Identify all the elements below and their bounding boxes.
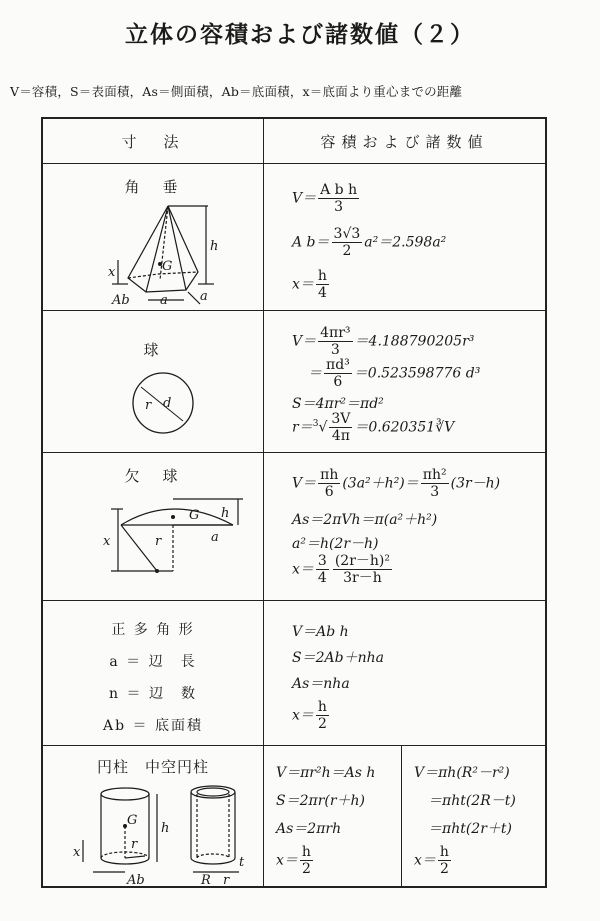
cylinder-label-r: r — [131, 837, 138, 852]
cylinder-label-g: G — [127, 813, 138, 828]
hollow-formula-volume: V＝πh(R²－r²) — [414, 765, 510, 781]
pyramid-label-x: x — [108, 265, 116, 280]
segment-label-r: r — [155, 534, 162, 549]
pyramid-formulas — [264, 164, 547, 311]
sphere-dimension-cell — [42, 311, 264, 453]
hollow-label-t: t — [239, 855, 245, 870]
sphere-formula-volume-d: ＝ $\frac{\text{πd³}}{6}$ ＝0.523598776 d³ — [308, 357, 481, 391]
segment-label-g: G — [189, 508, 200, 523]
polygon-line-2: a ＝ 辺 長 — [109, 654, 197, 670]
pyramid-label-g: G — [162, 259, 173, 274]
pyramid-figure — [88, 200, 248, 310]
segment-formula-centroid: x＝ $\frac{3}{4}$ $\frac{\text{(2r－h)²}}{3r-h}$ — [292, 553, 390, 587]
table-header-row — [42, 118, 546, 164]
pyramid-formula-base: A b＝ $\frac{3√3}{2}$ a²＝2.598a² — [292, 226, 447, 260]
table-row — [42, 311, 546, 453]
polygon-formula-centroid: x＝ $\frac{h}{2}$ — [292, 699, 327, 733]
polygon-dimension-cell — [42, 601, 264, 746]
table-row — [42, 601, 546, 746]
pyramid-formula-centroid: x＝ $\frac{h}{4}$ — [292, 268, 327, 302]
segment-formula-volume: V＝ $\frac{\pi h}{6}$ (3a²＋h²)＝ $\frac{\text{πh²}}{3}$ (3r－h) — [292, 467, 501, 501]
pyramid-label-a: a — [160, 293, 168, 308]
table-row — [42, 746, 546, 887]
sphere-formulas — [264, 311, 547, 453]
polygon-formula-volume: V＝Ab h — [292, 624, 349, 640]
segment-formula-lateral: As＝2πVh＝π(a²＋h²) — [292, 512, 438, 528]
pyramid-dimension-cell — [42, 164, 264, 311]
cylinder-column-divider — [401, 746, 402, 886]
cylinder-dimension-cell — [42, 746, 264, 887]
sphere-formula-volume-r: V＝ $\frac{\text{4πr³}}{3}$ ＝4.188790205r³ — [292, 325, 475, 359]
segment-figure — [63, 489, 253, 589]
formula-table — [41, 117, 547, 888]
segment-label-h: h — [221, 506, 230, 521]
pyramid-label-ab: Ab — [112, 293, 130, 308]
pyramid-label-slant: a — [200, 289, 208, 304]
polygon-line-3: n ＝ 辺 数 — [109, 686, 197, 702]
hollow-formula-centroid: x＝ $\frac{h}{2}$ — [414, 844, 449, 878]
pyramid-name: 角 垂 — [124, 178, 182, 196]
polygon-formula-surface: S＝2Ab＋nha — [292, 650, 384, 666]
cylinder-label-h: h — [161, 821, 170, 836]
hollow-formula-volume-t2: ＝πht(2r＋t) — [428, 821, 512, 837]
sphere-figure — [123, 363, 203, 443]
pyramid-formula-volume: V＝ $\frac{\text{A b h}}{3}$ — [292, 182, 358, 216]
hollow-label-R: R — [201, 873, 211, 888]
cylinder-figure — [53, 776, 253, 888]
sphere-formula-radius: r＝$^3$√ $\frac{3V}{4\pi}$ ＝0.620351∛V — [292, 411, 455, 445]
segment-formula-a: a²＝h(2r－h) — [292, 536, 379, 552]
polygon-formula-lateral: As＝nha — [292, 676, 350, 692]
polygon-line-1: 正 多 角 形 — [111, 622, 195, 638]
cylinder-formula-lateral: As＝2πrh — [276, 821, 342, 837]
segment-label-x: x — [103, 534, 111, 549]
symbol-legend: V＝容積，S＝表面積，As＝側面積，Ab＝底面積，x＝底面より重心までの距離 — [10, 84, 463, 99]
cylinder-formula-surface: S＝2πr(r＋h) — [276, 793, 366, 809]
cylinder-name: 円柱 中空円柱 — [96, 758, 209, 776]
sphere-name: 球 — [143, 341, 163, 359]
cylinder-formula-volume: V＝πr²h＝As h — [276, 765, 376, 781]
header-values: 容積および諸数値 — [264, 118, 547, 164]
segment-label-a: a — [211, 530, 219, 545]
cylinder-label-x: x — [73, 845, 81, 860]
polygon-formulas — [264, 601, 547, 746]
page-title: 立体の容積および諸数値（２） — [125, 22, 475, 48]
sphere-formula-surface: S＝4πr²＝πd² — [292, 396, 384, 412]
segment-name: 欠 球 — [124, 467, 182, 485]
hollow-label-r: r — [223, 873, 230, 888]
segment-dimension-cell — [42, 453, 264, 601]
segment-formulas — [264, 453, 547, 601]
pyramid-label-h: h — [210, 239, 219, 254]
table-row — [42, 164, 546, 311]
polygon-line-4: Ab ＝ 底面積 — [103, 718, 203, 734]
sphere-label-d: d — [163, 396, 172, 411]
sphere-label-r: r — [145, 398, 152, 413]
header-dimension: 寸 法 — [42, 118, 264, 164]
hollow-formula-volume-t1: ＝πht(2R－t) — [428, 793, 516, 809]
table-row — [42, 453, 546, 601]
cylinder-formula-centroid: x＝ $\frac{h}{2}$ — [276, 844, 311, 878]
cylinder-label-ab: Ab — [127, 873, 145, 888]
cylinder-formulas — [264, 746, 547, 887]
